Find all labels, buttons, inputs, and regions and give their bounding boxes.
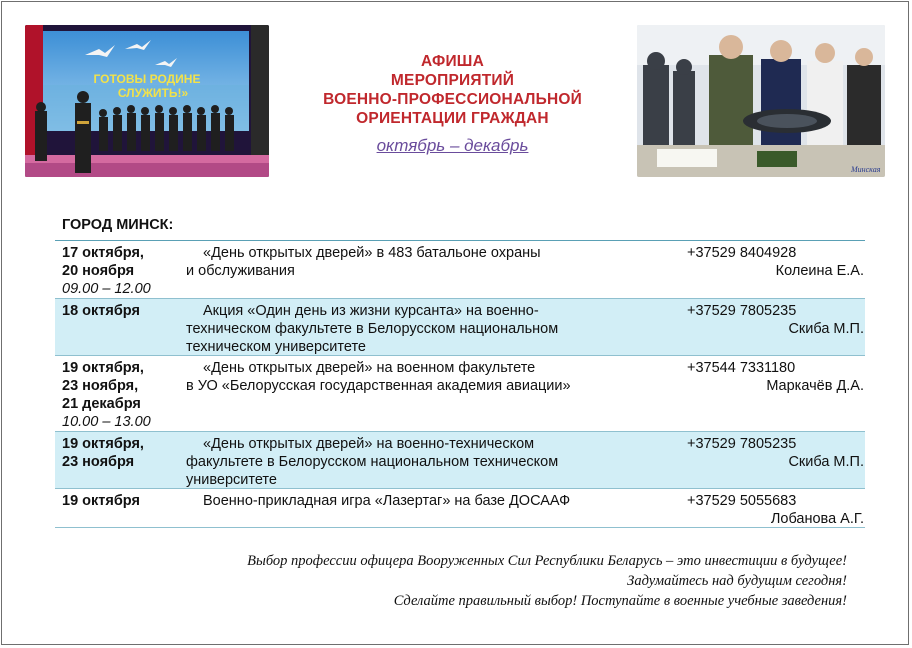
event-row (55, 432, 865, 489)
event-row (55, 299, 865, 356)
contact-phone: +37529 8404928 (687, 245, 797, 261)
event-date: 21 декабря (62, 396, 141, 412)
event-dates (62, 359, 187, 431)
contact-phone: +37544 7331180 (687, 360, 796, 376)
event-time: 10.00 – 13.00 (62, 414, 151, 430)
event-row (55, 241, 865, 299)
event-description (186, 435, 656, 489)
event-date: 19 октября, (62, 436, 144, 452)
description-line: «День открытых дверей» на военно-техническом (203, 436, 535, 452)
event-contact (687, 435, 864, 471)
description-line: Военно-прикладная игра «Лазертаг» на базе ДОСААФ (203, 493, 571, 509)
event-dates (62, 302, 187, 320)
event-description (186, 492, 656, 510)
event-description (186, 302, 656, 356)
description-line: техническом факультете в Белорусском национальном (186, 321, 559, 337)
event-date: 19 октября (62, 493, 140, 509)
event-time: 09.00 – 12.00 (62, 281, 151, 297)
contact-name: Лобанова А.Г. (770, 511, 864, 527)
contact-phone: +37529 7805235 (687, 436, 797, 452)
city-heading: ГОРОД МИНСК: (62, 217, 174, 233)
event-dates (62, 435, 187, 471)
event-date: 17 октября, (62, 245, 144, 261)
stage-ceremony-photo (25, 25, 269, 177)
description-line: Акция «Один день из жизни курсанта» на военно- (203, 303, 539, 319)
contact-name: Скиба М.П. (788, 321, 864, 337)
event-row (55, 356, 865, 432)
poster-title (280, 52, 625, 128)
event-dates (62, 244, 187, 298)
title-line-4: ОРИЕНТАЦИИ ГРАЖДАН (356, 110, 549, 127)
description-line: техническом университете (186, 339, 366, 355)
event-date: 23 ноября (62, 454, 135, 470)
banner-text-line-2: СЛУЖИТЬ!» (117, 86, 189, 100)
event-contact (687, 244, 864, 280)
banner-text-line-1: ГОТОВЫ РОДИНЕ (93, 72, 201, 86)
event-contact (687, 302, 864, 338)
event-contact (687, 492, 864, 528)
event-row (55, 489, 865, 528)
event-date: 20 ноября (62, 263, 135, 279)
contact-phone: +37529 7805235 (687, 303, 797, 319)
event-dates (62, 492, 187, 510)
exhibition-photo (637, 25, 885, 177)
description-line: факультете в Белорусском национальном техническом (186, 454, 559, 470)
period-label: октябрь – декабрь (376, 136, 529, 155)
description-line: в УО «Белорусская государственная академия авиации» (186, 378, 571, 394)
contact-phone: +37529 5055683 (687, 493, 797, 509)
contact-name: Колеина Е.А. (775, 263, 864, 279)
title-line-2: МЕРОПРИЯТИЙ (390, 72, 515, 89)
photo-sticker-text: Минская (851, 165, 881, 174)
event-description (186, 244, 656, 280)
footer-line-1: Выбор профессии офицера Вооруженных Сил Республики Беларусь – это инвестиции в будущее! (247, 553, 847, 569)
event-description (186, 359, 656, 395)
events-table (55, 240, 865, 528)
description-line: «День открытых дверей» в 483 батальоне охраны (203, 245, 541, 261)
footer-line-3: Сделайте правильный выбор! Поступайте в военные учебные заведения! (393, 593, 847, 609)
footer-slogan (247, 551, 847, 611)
event-date: 18 октября (62, 303, 140, 319)
event-contact (687, 359, 864, 395)
description-line: университете (186, 472, 277, 488)
description-line: и обслуживания (186, 263, 295, 279)
title-line-3: ВОЕННО-ПРОФЕССИОНАЛЬНОЙ (323, 91, 582, 108)
title-line-1: АФИША (421, 53, 484, 70)
event-date: 23 ноября, (62, 378, 139, 394)
contact-name: Скиба М.П. (788, 454, 864, 470)
footer-line-2: Задумайтесь над будущим сегодня! (627, 573, 847, 589)
contact-name: Маркачёв Д.А. (766, 378, 864, 394)
description-line: «День открытых дверей» на военном факультете (203, 360, 536, 376)
event-date: 19 октября, (62, 360, 144, 376)
